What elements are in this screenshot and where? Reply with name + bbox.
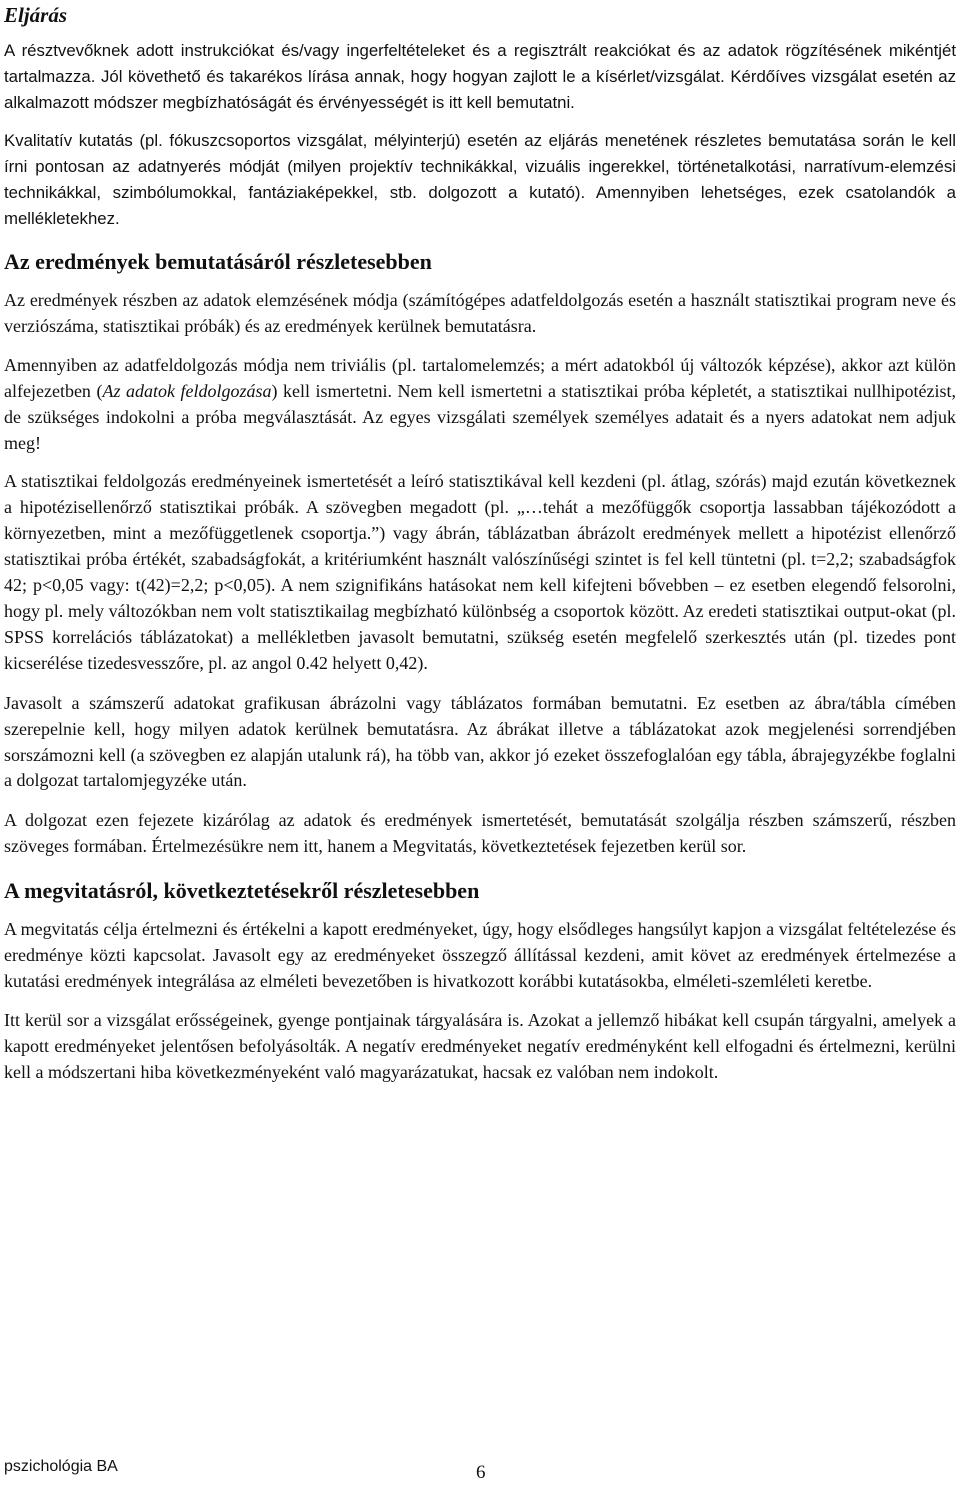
document-page [4,0,956,1086]
paragraph-eljaras-2: Kvalitatív kutatás (pl. fókuszcsoportos vizsgálat, mélyinterjú) esetén az eljárás menetének részletes bemutatása során le kell írni pontosan az adatnyerés módját (milyen projektív technikákkal, vizuális ingerekkel, történetalkotási, narratívum-elemzési technikákkal, szimbólumokkal, fantáziaképekkel, stb. dolgozott a kutató). Amennyiben lehetséges, ezek csatolandók a mellékletekhez. [4,131,956,228]
paragraph-eljaras-1: A résztvevőknek adott instrukciókat és/vagy ingerfeltételeket és a regisztrált reakciókat és az adatok rögzítésének mikéntjét tartalmazza. Jól követhető és takarékos lírása annak, hogy hogyan zajlott le a kísérlet/vizsgálat. Kérdőíves vizsgálat esetén az alkalmazott módszer megbízhatóságát és érvényességét is itt kell bemutatni. [4,41,956,112]
paragraph-eredmenyek-5: A dolgozat ezen fejezete kizárólag az adatok és eredmények ismertetését, bemutatását szolgálja részben számszerű, részben szöveges formában. Értelmezésükre nem itt, hanem a Megvitatás, következtetések fejezetben kerül sor. [4,810,956,857]
footer-label: pszichológia BA [4,1458,118,1475]
heading-eredmenyek: Az eredmények bemutatásáról részletesebben [4,249,432,274]
subsection-title-italic: Az adatok feldolgozása [102,380,272,401]
paragraph-eredmenyek-1: Az eredmények részben az adatok elemzésének módja (számítógépes adatfeldolgozás esetén a használt statisztikai program neve és verziószáma, statisztikai próbák) és az eredmények kerülnek bemutatásra. [4,290,956,336]
paragraph-megvitatas-1: A megvitatás célja értelmezni és értékelni a kapott eredményeket, úgy, hogy elsődleges hangsúlyt kapjon a vizsgálat feltételezése és eredménye közti kapcsolat. Javasolt egy az eredményeket összegző állítással kezdeni, amit követ az eredmények értelmezése a kutatási eredmények integrálása az elméleti bevezetőben is hivatkozott korábbi kutatásokba, elméleti-szemléleti keretbe. [4,919,956,991]
paragraph-eredmenyek-2 [4,353,956,457]
paragraph-eredmenyek-2-a: Amennyiben az adatfeldolgozás módja nem triviális (pl. tartalomelemzés; a mért adatokból új változók képzése), akkor azt külön alfejezetben ( [4,354,956,401]
paragraph-eredmenyek-3: A statisztikai feldolgozás eredményeinek ismertetését a leíró statisztikával kell kezdeni (pl. átlag, szórás) majd ezután következnek a hipotézisellenőrző statisztikai próbák. A szövegben megadott (pl. „…tehát a mezőfüggők csoportja lassabban tájékozódott a környezetben, mint a mezőfüggetlenek csoportja.”) vagy ábrán, táblázatban ábrázolt eredmények mellett a hipotézist ellenőrző statisztikai próba értékét, szabadságfokát, a kritériumként használt valószínűségi szintet is fel kell tüntetni (pl. t=2,2; szabadságfok 42; p<0,05 vagy: t(42)=2,2; p<0,05). A nem szignifikáns hatásokat nem kell kifejteni bővebben – ez esetben elegendő felsorolni, hogy pl. mely változókban nem volt statisztikailag megbízható különbség a csoportok között. Az eredeti statisztikai output-okat (pl. SPSS korrelációs táblázatokat) a mellékletben javasolt bemutatni, szükség esetén megfelelő szerkesztés után (pl. tizedes pont kicserélése tizedesvesszőre, pl. az angol 0.42 helyett 0,42). [4,471,956,673]
heading-eljaras: Eljárás [4,3,68,27]
paragraph-megvitatas-2: Itt kerül sor a vizsgálat erősségeinek, gyenge pontjainak tárgyalására is. Azokat a jellemző hibákat kell csupán tárgyalni, amelyek a kapott eredményeket jelentősen befolyásolták. A negatív eredményeket negatív eredményként kell elfogadni és értelmezni, kerülni kell a módszertani hiba következményeként való magyarázatukat, hacsak ez valóban nem indokolt. [4,1009,956,1082]
page-number: 6 [476,1462,486,1483]
heading-megvitatas: A megvitatásról, következtetésekről részletesebben [4,878,480,904]
paragraph-eredmenyek-4: Javasolt a számszerű adatokat grafikusan ábrázolni vagy táblázatos formában bemutatni. Ez esetben az ábra/tábla címében szerepelnie kell, hogy milyen adatok kerülnek bemutatásra. Az ábrákat illetve a táblázatokat azok megjelenési sorrendjében sorszámozni kell (a szövegben ez alapján utalunk rá), ha több van, akkor jó ezeket összefoglalóan egy tábla, ábrajegyzékbe foglalni a dolgozat tartalomjegyzéke után. [4,692,956,791]
paragraph-eredmenyek-2-b: ) kell ismertetni. Nem kell ismertetni a statisztikai próba képletét, a statisztikai nullhipotézist, de szükséges indokolni a próba megválasztását. Az egyes vizsgálati személyek személyes adatait és a nyers adatokat nem adjuk meg! [4,380,956,453]
page-footer [4,1456,956,1486]
